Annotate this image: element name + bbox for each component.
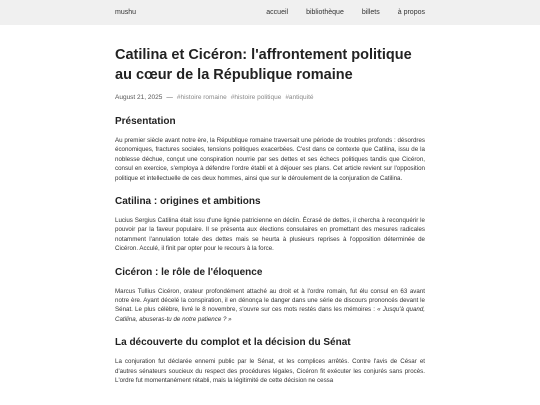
section-heading: Présentation [115,116,176,127]
section-paragraph: La conjuration fut déclarée ennemi public par le Sénat, et les complices arrêtés. Contre l'avis de César et d'autres sénateurs soucieux du respect des procédures légales, Cicéron fit exécuter les conjurés sans procès. L'ordre fut momentanément rétabli, mais la légitimité de cette décision ne cessa [115,358,425,385]
tag-link[interactable]: #histoire romaine [176,94,227,101]
article-meta [115,94,425,101]
section-paragraph: Au premier siècle avant notre ère, la République romaine traversait une période de troubles profonds : désordres économiques, fractures sociales, tensions politiques exacerbées. C'est dans ce contexte que Catilina, issu de la noblesse déchue, conçut une conspiration nourrie par ses dettes et ses échecs politiques tandis que Cicéron, consul en exercice, s'employa à défendre l'ordre établi et à déjouer ses plans. Cet article revient sur l'opposition politique et intellectuelle de ces deux hommes, ainsi que sur le déroulement de la conjuration de Catilina. [115,137,425,182]
nav-link-a-propos[interactable]: à propos [397,9,425,16]
article-date: August 21, 2025 [115,94,163,101]
article-title: Catilina et Cicéron: l'affrontement politique au cœur de la République romaine [115,47,412,83]
section-heading: La découverte du complot et la décision du Sénat [115,337,351,349]
section-paragraph [115,287,425,325]
section-heading: Catilina : origines et ambitions [115,196,261,208]
site-header [0,0,540,25]
section-heading: Cicéron : le rôle de l'éloquence [115,266,263,278]
nav-link-billets[interactable]: billets [361,9,380,16]
main-nav [266,9,425,16]
nav-link-bibliotheque[interactable]: bibliothèque [306,9,344,16]
article [115,45,425,386]
paragraph-text: Marcus Tullius Cicéron, orateur profondément attaché au droit et à l'ordre romain, fut élu consul en 63 avant notre ère. Ayant décelé la conspiration, il en dénonça le danger dans une série de discours prononcés devant le Sénat. Le plus célèbre, livré le 8 novembre, s'ouvre sur ces mots restés dans les mémoires : [115,287,425,314]
tag-link[interactable]: #histoire politique [230,94,282,101]
nav-link-accueil[interactable]: accueil [266,9,289,16]
section-paragraph: Lucius Sergius Catilina était issu d'une lignée patricienne en déclin. Écrasé de dettes, il chercha à reconquérir le pouvoir par la faveur populaire. Il se présenta aux élections consulaires en promettant des mesures radicales notamment l'annulation totale des dettes mais se heurta à plusieurs reprises à l'opposition déterminée de Cicéron. Acculé, il finit par opter pour le recours à la force. [115,217,425,253]
meta-separator: — [166,94,173,101]
tag-link[interactable]: #antiquité [285,94,314,101]
quote: « Jusqu'à quand, Catilina, abuseras-tu de notre patience ? » [115,306,425,323]
site-brand[interactable]: mushu [115,9,137,16]
